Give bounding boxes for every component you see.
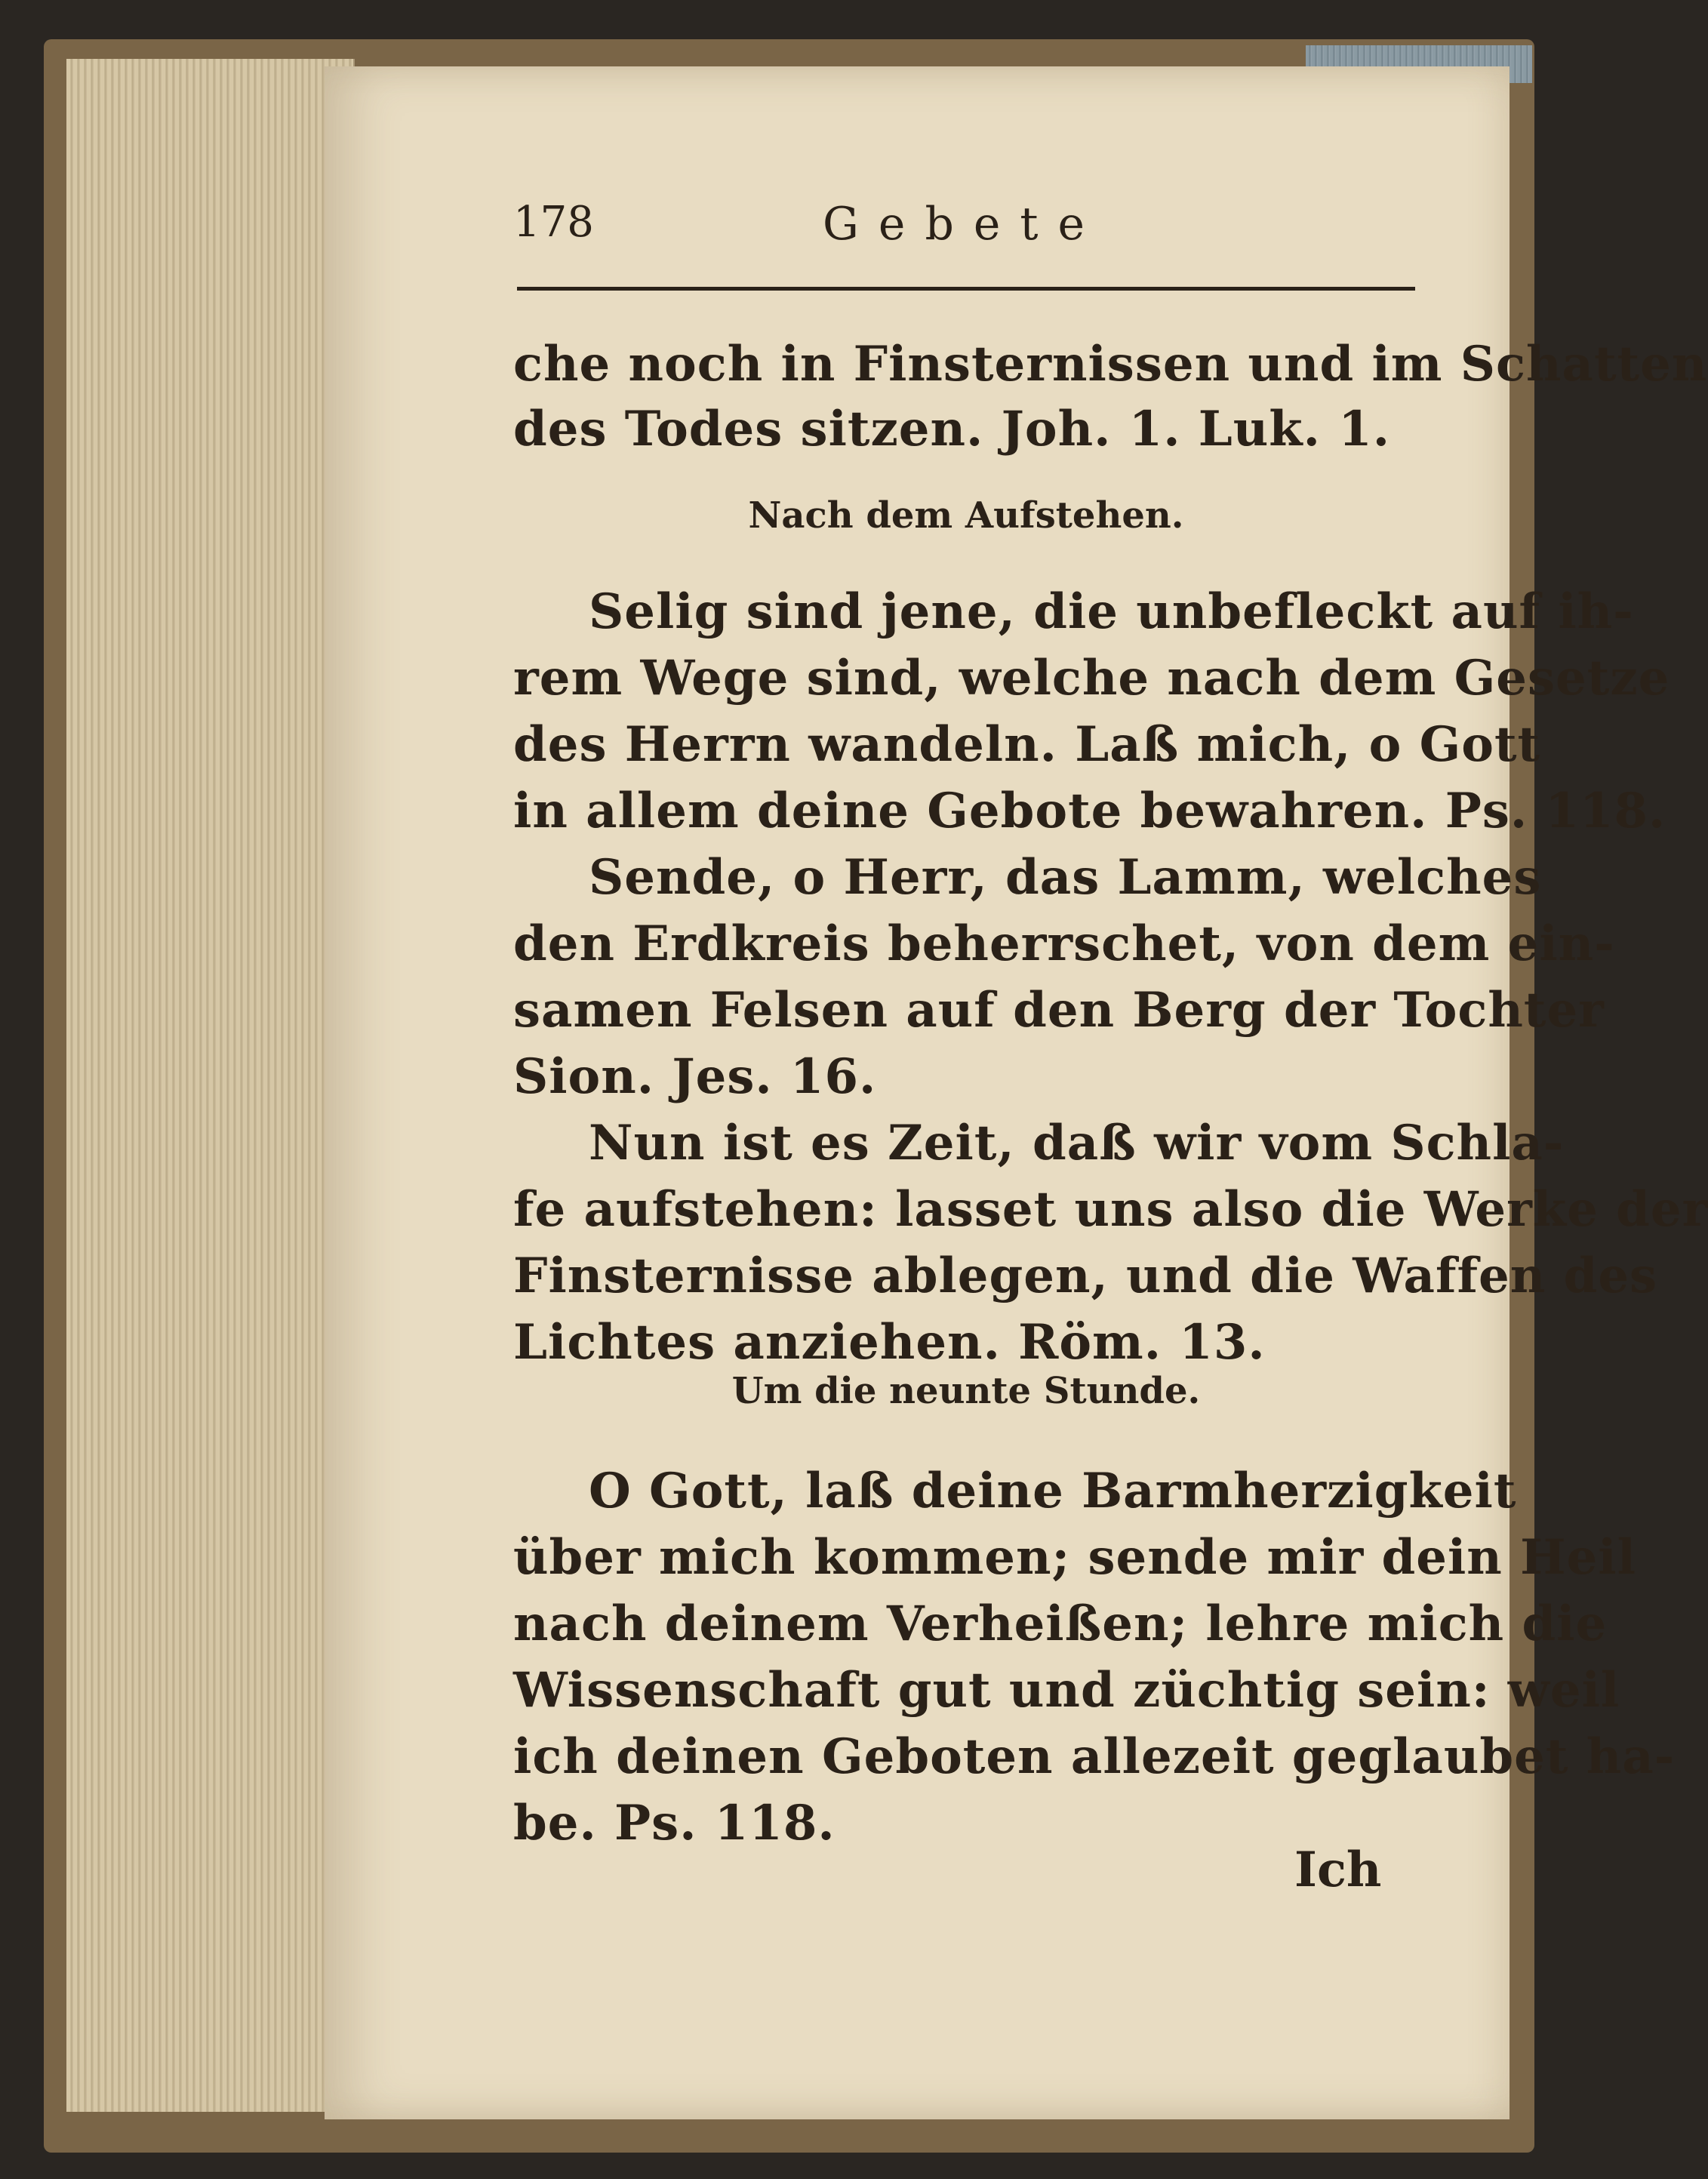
- text-line: Nun ist es Zeit, daß wir vom Schla-: [589, 1115, 1565, 1171]
- page-header: [513, 198, 1419, 258]
- text-line: rem Wege sind, welche nach dem Gesetze: [513, 650, 1670, 706]
- text-line: Sion. Jes. 16.: [513, 1048, 877, 1105]
- section-heading: Um die neunte Stunde.: [731, 1370, 1201, 1412]
- text-line: ich deinen Geboten allezeit geglaubet ha-: [513, 1728, 1676, 1785]
- text-line: Lichtes anziehen. Röm. 13.: [513, 1314, 1266, 1371]
- text-line: des Todes sitzen. Joh. 1. Luk. 1.: [513, 401, 1390, 457]
- text-line: Finsternisse ablegen, und die Waffen des: [513, 1248, 1658, 1304]
- text-line: über mich kommen; sende mir dein Heil: [513, 1529, 1636, 1586]
- text-line: Wissenschaft gut und züchtig sein: weil: [513, 1662, 1620, 1719]
- text-line: O Gott, laß deine Barmherzigkeit: [589, 1463, 1517, 1519]
- text-line: den Erdkreis beherrschet, von dem ein-: [513, 916, 1615, 972]
- section-heading: Nach dem Aufstehen.: [748, 494, 1184, 537]
- text-line: nach deinem Verheißen; lehre mich die: [513, 1596, 1608, 1652]
- text-line: in allem deine Gebote bewahren. Ps. 118.: [513, 783, 1666, 839]
- page-edges: [66, 59, 355, 2112]
- text-line: samen Felsen auf den Berg der Tochter: [513, 982, 1605, 1039]
- running-head: Gebete: [823, 198, 1104, 251]
- text-line: be. Ps. 118.: [513, 1795, 836, 1851]
- page-number: 178: [513, 198, 594, 247]
- catchword: Ich: [1294, 1842, 1382, 1898]
- text-line: des Herrn wandeln. Laß mich, o Gott: [513, 716, 1541, 773]
- text-line: Sende, o Herr, das Lamm, welches: [589, 849, 1542, 906]
- text-line: che noch in Finsternissen und im Schatten: [513, 336, 1708, 392]
- header-rule: [517, 287, 1415, 291]
- text-line: fe aufstehen: lasset uns also die Werke der: [513, 1181, 1708, 1238]
- text-line: Selig sind jene, die unbefleckt auf ih-: [589, 583, 1634, 640]
